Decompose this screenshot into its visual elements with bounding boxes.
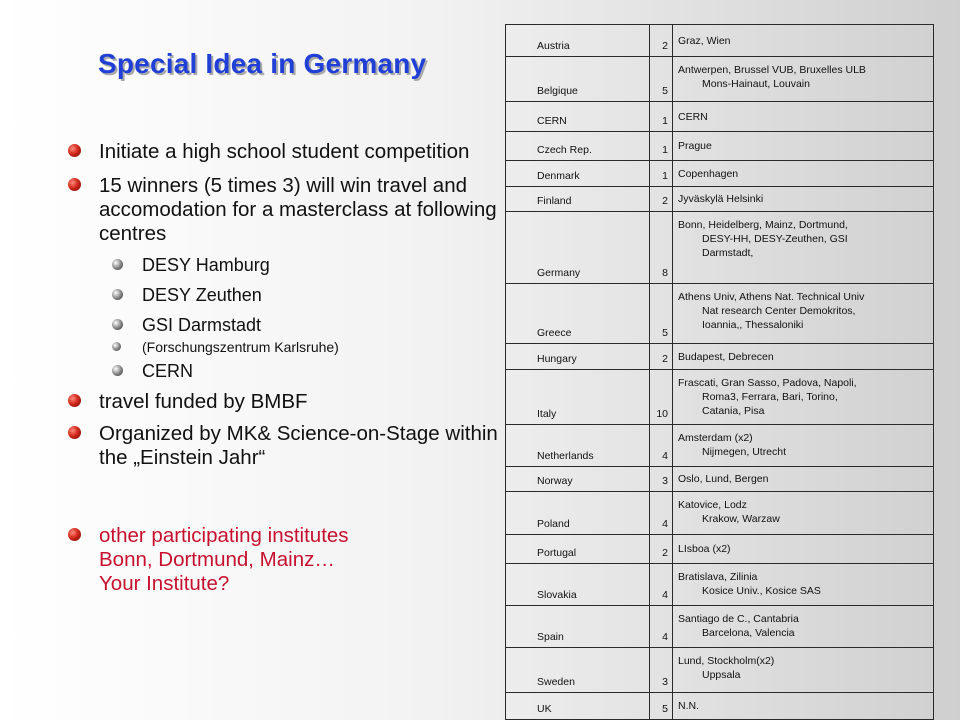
country-cell: Netherlands [506, 425, 650, 467]
grey-bullet-icon [112, 342, 121, 351]
red-bullet-icon [68, 528, 81, 541]
institutes-cell: Frascati, Gran Sasso, Padova, Napoli, Roma3, Ferrara, Bari, Torino, Catania, Pisa [673, 370, 934, 425]
count-cell: 4 [650, 492, 673, 535]
sub-bullet-item [112, 284, 518, 306]
count-cell: 2 [650, 187, 673, 212]
institutes-cell: Bonn, Heidelberg, Mainz, Dortmund, DESY-HH, DESY-Zeuthen, GSI Darmstadt, [673, 212, 934, 284]
table-row [506, 284, 934, 344]
slide-title: Special Idea in Germany [98, 48, 427, 79]
table-row [506, 187, 934, 212]
bullet-item [68, 390, 518, 414]
sub-bullet-text: DESY Zeuthen [142, 285, 262, 305]
institutes-cell: Oslo, Lund, Bergen [673, 467, 934, 492]
red-bullet-icon [68, 426, 81, 439]
count-cell: 3 [650, 467, 673, 492]
count-cell: 2 [650, 535, 673, 564]
table-row [506, 370, 934, 425]
sub-bullet-text: GSI Darmstadt [142, 315, 262, 335]
institutes-cell: Prague [673, 132, 934, 161]
bullet-text: 15 winners (5 times 3) will win travel and accomodation for a masterclass at following centres [99, 174, 497, 245]
grey-bullet-icon [112, 365, 123, 376]
bullet-text: Initiate a high school student competition [99, 140, 470, 163]
sub-bullet-item [112, 360, 518, 382]
bullet-text: Organized by MK& Science-on-Stage within the „Einstein Jahr“ [99, 422, 498, 469]
participating-countries-table [505, 24, 934, 720]
institutes-cell: Katovice, Lodz Krakow, Warzaw [673, 492, 934, 535]
table-row [506, 564, 934, 606]
count-cell: 1 [650, 132, 673, 161]
table-row [506, 25, 934, 57]
institutes-cell: Budapest, Debrecen [673, 344, 934, 370]
bullet-text: other participating institutes [99, 524, 349, 547]
centre-list [112, 254, 518, 382]
bullet-item [68, 524, 518, 596]
institutes-cell: LIsboa (x2) [673, 535, 934, 564]
country-cell: Sweden [506, 648, 650, 693]
count-cell: 1 [650, 102, 673, 132]
sub-bullet-text: (Forschungszentrum Karlsruhe) [142, 339, 339, 355]
red-bullet-icon [68, 394, 81, 407]
table-row [506, 492, 934, 535]
sub-bullet-text: DESY Hamburg [142, 255, 270, 275]
institutes-cell: Antwerpen, Brussel VUB, Bruxelles ULB Mons-Hainaut, Louvain [673, 57, 934, 102]
institutes-cell: Jyväskylä Helsinki [673, 187, 934, 212]
institutes-cell: N.N. [673, 693, 934, 720]
bullet-text: travel funded by BMBF [99, 390, 308, 413]
country-cell: Portugal [506, 535, 650, 564]
count-cell: 2 [650, 25, 673, 57]
country-cell: CERN [506, 102, 650, 132]
institutes-cell: Bratislava, Zilinia Kosice Univ., Kosice SAS [673, 564, 934, 606]
sub-bullet-item [112, 254, 518, 276]
bullet-item [68, 174, 518, 246]
table-row [506, 57, 934, 102]
count-cell: 1 [650, 161, 673, 187]
count-cell: 8 [650, 212, 673, 284]
institutes-cell: Athens Univ, Athens Nat. Technical Univ Nat research Center Demokritos, Ioannia,, Thessaloniki [673, 284, 934, 344]
bullet-item [68, 140, 479, 164]
count-cell: 4 [650, 606, 673, 648]
table-row [506, 425, 934, 467]
bullet-item [68, 422, 519, 470]
table-row [506, 212, 934, 284]
bullet-text: Bonn, Dortmund, Mainz… [99, 548, 335, 571]
country-cell: Slovakia [506, 564, 650, 606]
table-row [506, 648, 934, 693]
grey-bullet-icon [112, 259, 123, 270]
sub-bullet-item [112, 314, 518, 336]
count-cell: 3 [650, 648, 673, 693]
country-cell: UK [506, 693, 650, 720]
count-cell: 4 [650, 425, 673, 467]
country-cell: Italy [506, 370, 650, 425]
bullet-list [68, 140, 518, 596]
count-cell: 2 [650, 344, 673, 370]
table-row [506, 102, 934, 132]
country-cell: Germany [506, 212, 650, 284]
count-cell: 10 [650, 370, 673, 425]
country-cell: Denmark [506, 161, 650, 187]
red-bullet-icon [68, 178, 81, 191]
country-cell: Belgique [506, 57, 650, 102]
sub-bullet-text: CERN [142, 361, 194, 381]
country-cell: Hungary [506, 344, 650, 370]
table-row [506, 693, 934, 720]
institutes-cell: Lund, Stockholm(x2) Uppsala [673, 648, 934, 693]
country-cell: Norway [506, 467, 650, 492]
grey-bullet-icon [112, 319, 123, 330]
institutes-cell: Graz, Wien [673, 25, 934, 57]
institutes-cell: Copenhagen [673, 161, 934, 187]
count-cell: 5 [650, 284, 673, 344]
bullet-text: Your Institute? [99, 572, 230, 595]
count-cell: 5 [650, 57, 673, 102]
table-row [506, 535, 934, 564]
country-cell: Greece [506, 284, 650, 344]
country-cell: Czech Rep. [506, 132, 650, 161]
sub-bullet-item [112, 338, 518, 356]
table-row [506, 467, 934, 492]
count-cell: 4 [650, 564, 673, 606]
table-row [506, 344, 934, 370]
country-cell: Poland [506, 492, 650, 535]
institutes-cell: Santiago de C., Cantabria Barcelona, Valencia [673, 606, 934, 648]
grey-bullet-icon [112, 289, 123, 300]
institutes-cell: CERN [673, 102, 934, 132]
country-cell: Austria [506, 25, 650, 57]
table-row [506, 161, 934, 187]
table-row [506, 606, 934, 648]
red-bullet-icon [68, 144, 81, 157]
count-cell: 5 [650, 693, 673, 720]
institutes-cell: Amsterdam (x2) Nijmegen, Utrecht [673, 425, 934, 467]
table-row [506, 132, 934, 161]
country-cell: Finland [506, 187, 650, 212]
country-cell: Spain [506, 606, 650, 648]
